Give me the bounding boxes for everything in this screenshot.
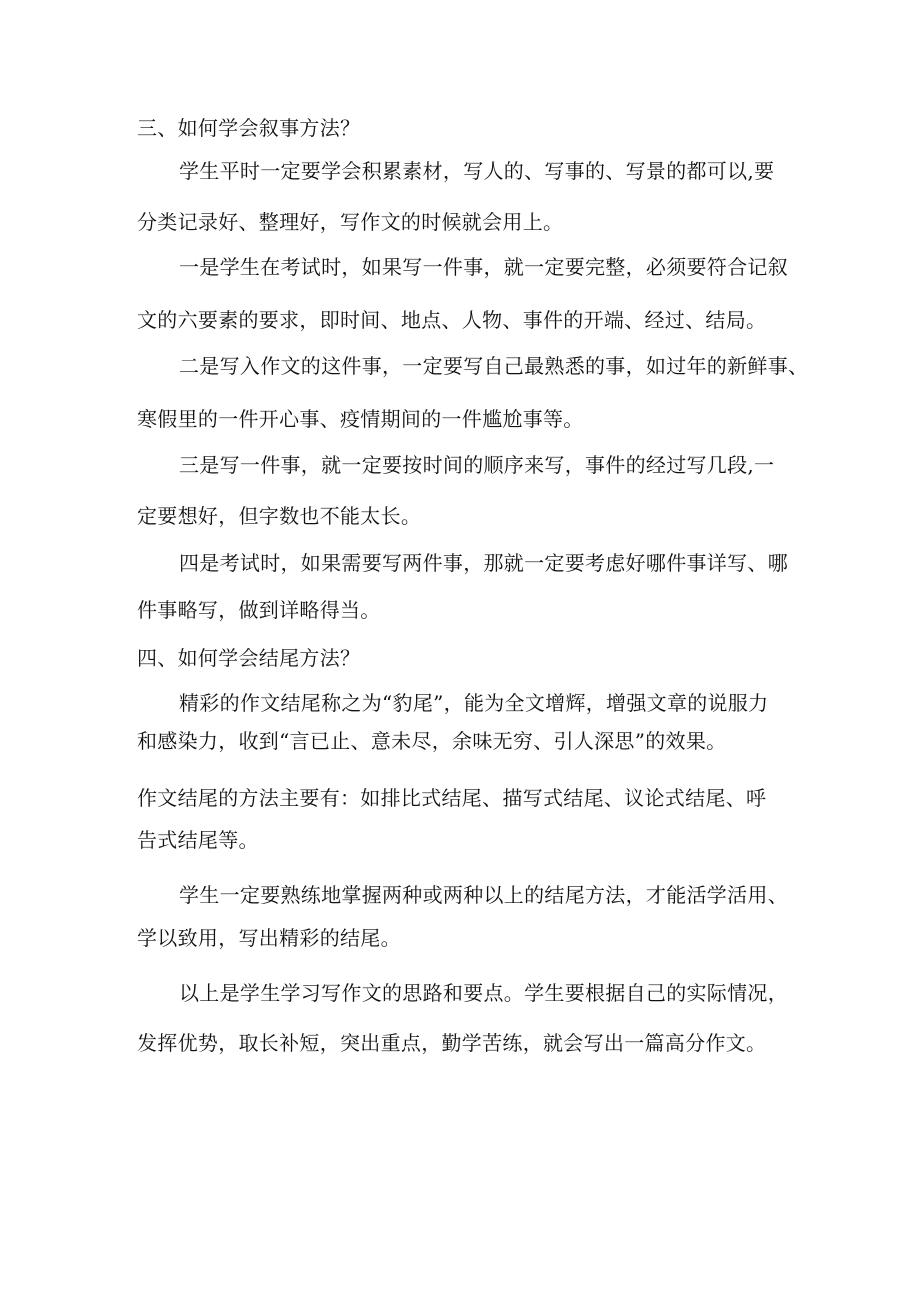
paragraph-1 xyxy=(137,158,797,235)
paragraph-line: 以上是学生学习写作文的思路和要点。学生要根据自己的实际情况， xyxy=(179,981,788,1005)
paragraph-6 xyxy=(137,690,797,754)
paragraph-5 xyxy=(137,550,797,623)
section-3-heading xyxy=(137,115,797,141)
paragraph-line: 告式结尾等。 xyxy=(137,828,259,852)
paragraph-line: 发挥优势，取长补短，突出重点，勤学苦练，就会写出一篇高分作文。 xyxy=(137,1031,767,1055)
paragraph-line: 定要想好，但字数也不能太长。 xyxy=(137,504,422,528)
paragraph-3 xyxy=(137,353,809,432)
paragraph-7 xyxy=(137,785,797,853)
paragraph-line: 作文结尾的方法主要有：如排比式结尾、描写式结尾、议论式结尾、呼 xyxy=(137,786,767,810)
paragraph-8 xyxy=(137,882,797,951)
paragraph-line: 寒假里的一件开心事、疫情期间的一件尴尬事等。 xyxy=(137,407,584,431)
heading-line: 四、如何学会结尾方法？ xyxy=(137,646,361,670)
paragraph-9 xyxy=(137,980,797,1056)
section-4-heading xyxy=(137,645,797,671)
paragraph-line: 学以致用，写出精彩的结尾。 xyxy=(137,926,401,950)
paragraph-line: 件事略写，做到详略得当。 xyxy=(137,598,381,622)
paragraph-line: 分类记录好、整理好，写作文的时候就会用上。 xyxy=(137,210,564,234)
paragraph-line: 四是考试时，如果需要写两件事，那就一定要考虑好哪件事详写、哪 xyxy=(179,551,788,575)
paragraph-line: 一是学生在考试时，如果写一件事，就一定要完整，必须要符合记叙 xyxy=(179,255,788,279)
paragraph-line: 精彩的作文结尾称之为“豹尾”，能为全文增辉，增强文章的说服力 xyxy=(179,691,769,715)
paragraph-line: 和感染力，收到“言已止、意未尽，余味无穷、引人深思”的效果。 xyxy=(137,729,727,753)
heading-line: 三、如何学会叙事方法？ xyxy=(137,116,361,140)
paragraph-line: 三是写一件事，就一定要按时间的顺序来写，事件的经过写几段,一 xyxy=(179,453,775,477)
paragraph-line: 二是写入作文的这件事，一定要写自己最熟悉的事，如过年的新鲜事、 xyxy=(179,354,809,378)
paragraph-line: 学生一定要熟练地掌握两种或两种以上的结尾方法，才能活学活用、 xyxy=(179,883,788,907)
paragraph-2 xyxy=(137,254,797,333)
paragraph-line: 文的六要素的要求，即时间、地点、人物、事件的开端、经过、结局。 xyxy=(137,308,767,332)
paragraph-4 xyxy=(137,452,797,529)
paragraph-line: 学生平时一定要学会积累素材，写人的、写事的、写景的都可以,要 xyxy=(179,159,775,183)
